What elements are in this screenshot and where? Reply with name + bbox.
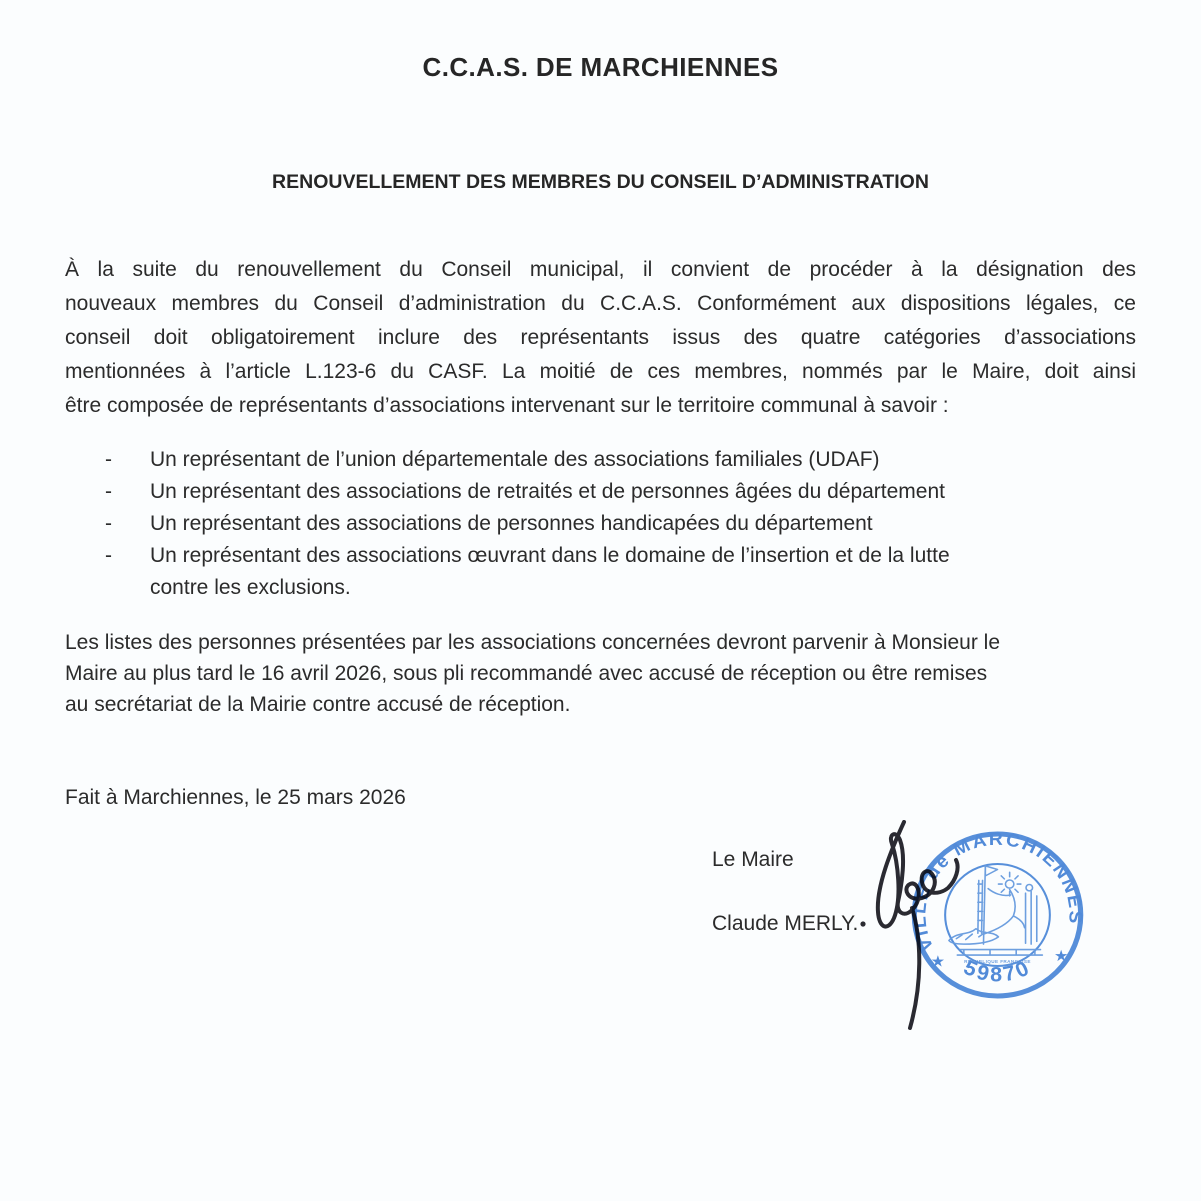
deadline-paragraph xyxy=(65,627,1136,720)
list-bullet: - xyxy=(105,544,112,567)
signatory-role: Le Maire xyxy=(712,848,794,871)
paragraph-line: nouveaux membres du Conseil d’administration du C.C.A.S. Conformément aux dispositions légales, ce xyxy=(65,292,1136,315)
list-item-text: Un représentant des associations de retraités et de personnes âgées du département xyxy=(150,480,945,503)
paragraph-line: conseil doit obligatoirement inclure des représentants issus des quatre catégories d’associations xyxy=(65,326,1136,349)
paragraph-line: Maire au plus tard le 16 avril 2026, sous pli recommandé avec accusé de réception ou être remises xyxy=(65,662,988,685)
paragraph-line: être composée de représentants d’associations intervenant sur le territoire communal à savoir : xyxy=(65,394,949,417)
intro-paragraph xyxy=(65,253,1136,423)
list-item xyxy=(65,508,1136,540)
place-date-line: Fait à Marchiennes, le 25 mars 2026 xyxy=(65,786,406,809)
list-item-text: Un représentant des associations œuvrant dans le domaine de l’insertion et de la lutte xyxy=(150,544,950,567)
document-subtitle: RENOUVELLEMENT DES MEMBRES DU CONSEIL D’ADMINISTRATION xyxy=(272,171,929,193)
document-title: C.C.A.S. DE MARCHIENNES xyxy=(422,52,779,82)
list-bullet: - xyxy=(105,512,112,535)
bullet-list xyxy=(65,444,1136,604)
paragraph-line: au secrétariat de la Mairie contre accusé de réception. xyxy=(65,693,571,716)
stamp-postal-code: 59870 xyxy=(960,956,1035,987)
list-item-text: contre les exclusions. xyxy=(150,576,351,599)
stamp-micro-text: RÉPUBLIQUE FRANÇAISE xyxy=(964,958,1031,964)
star-icon: ★ xyxy=(930,953,946,971)
list-bullet: - xyxy=(105,480,112,503)
list-item-text: Un représentant de l’union départementale des associations familiales (UDAF) xyxy=(150,448,880,471)
star-icon: ★ xyxy=(1053,948,1069,966)
list-item-text: Un représentant des associations de personnes handicapées du département xyxy=(150,512,873,535)
stamp-ring-text: VILLE de MARCHIENNES xyxy=(908,828,1087,955)
list-item xyxy=(65,476,1136,508)
list-item xyxy=(65,444,1136,476)
paragraph-line: mentionnées à l’article L.123-6 du CASF. La moitié de ces membres, nommés par le Maire, doit ainsi xyxy=(65,360,1136,383)
paragraph-line: Les listes des personnes présentées par les associations concernées devront parvenir à Monsieur le xyxy=(65,631,1001,654)
handwritten-signature xyxy=(852,800,992,1040)
signatory-name: Claude MERLY. xyxy=(712,912,859,935)
paragraph-line: À la suite du renouvellement du Conseil municipal, il convient de procéder à la désignation des xyxy=(65,258,1136,281)
list-item xyxy=(65,540,1136,604)
list-bullet: - xyxy=(105,448,112,471)
